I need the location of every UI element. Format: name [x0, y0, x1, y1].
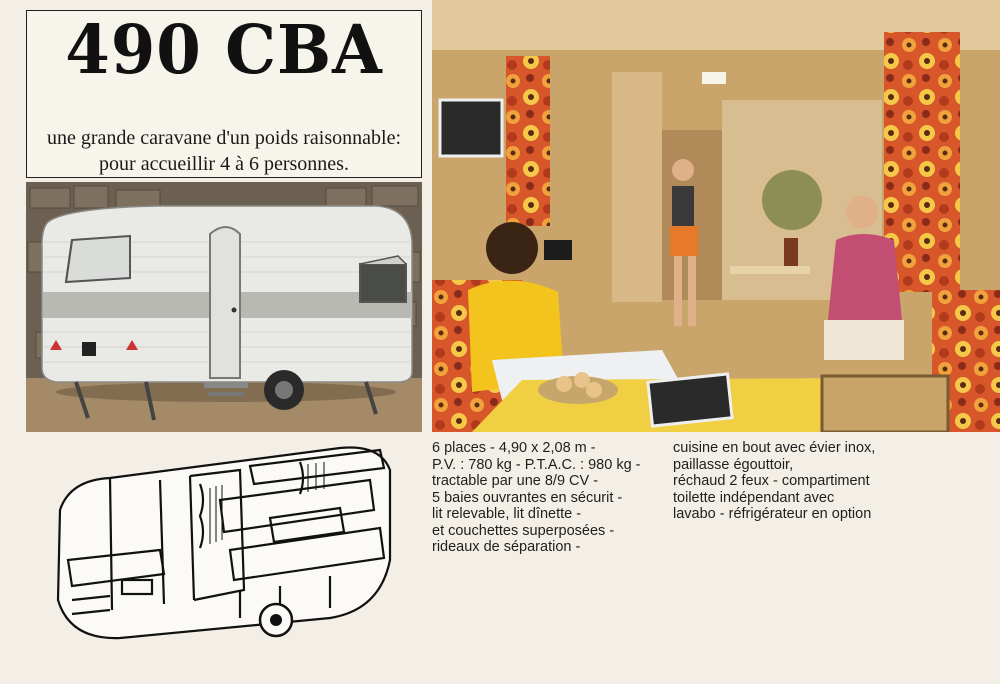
- spec-line: toilette indépendant avec: [673, 489, 835, 506]
- floor-plan-illustration: [40, 440, 420, 640]
- subtitle: [27, 125, 421, 177]
- spec-line: lavabo - réfrigérateur en option: [673, 506, 872, 522]
- subtitle-line-1: une grande caravane d'un poids raisonnable:: [46, 127, 402, 149]
- spec-line: réchaud 2 feux - compartiment: [673, 473, 870, 489]
- spec-line: 6 places - 4,90 x 2,08 m -: [432, 440, 596, 456]
- specs-column-2: [673, 440, 875, 523]
- spec-line: 5 baies ouvrantes en sécurit -: [432, 489, 623, 506]
- spec-line: lit relevable, lit dînette -: [432, 506, 582, 522]
- spec-line: tractable par une 8/9 CV -: [432, 473, 599, 489]
- model-title: 490 CBA: [65, 11, 383, 90]
- spec-line: cuisine en bout avec évier inox,: [673, 440, 876, 456]
- caravan-interior-illustration: [432, 0, 1000, 432]
- title-box: [26, 10, 422, 178]
- subtitle-line-2: pour accueillir 4 à 6 personnes.: [99, 153, 349, 175]
- spec-line: et couchettes superposées -: [432, 522, 615, 539]
- specs-column-1: [432, 440, 641, 556]
- spec-line: P.V. : 780 kg - P.T.A.C. : 980 kg -: [432, 456, 641, 473]
- spec-line: rideaux de séparation -: [432, 539, 581, 555]
- caravan-exterior-illustration: [26, 182, 422, 432]
- caravan-exterior-photo: [26, 182, 422, 432]
- spec-line: paillasse égouttoir,: [673, 456, 794, 473]
- caravan-interior-photo: [432, 0, 1000, 432]
